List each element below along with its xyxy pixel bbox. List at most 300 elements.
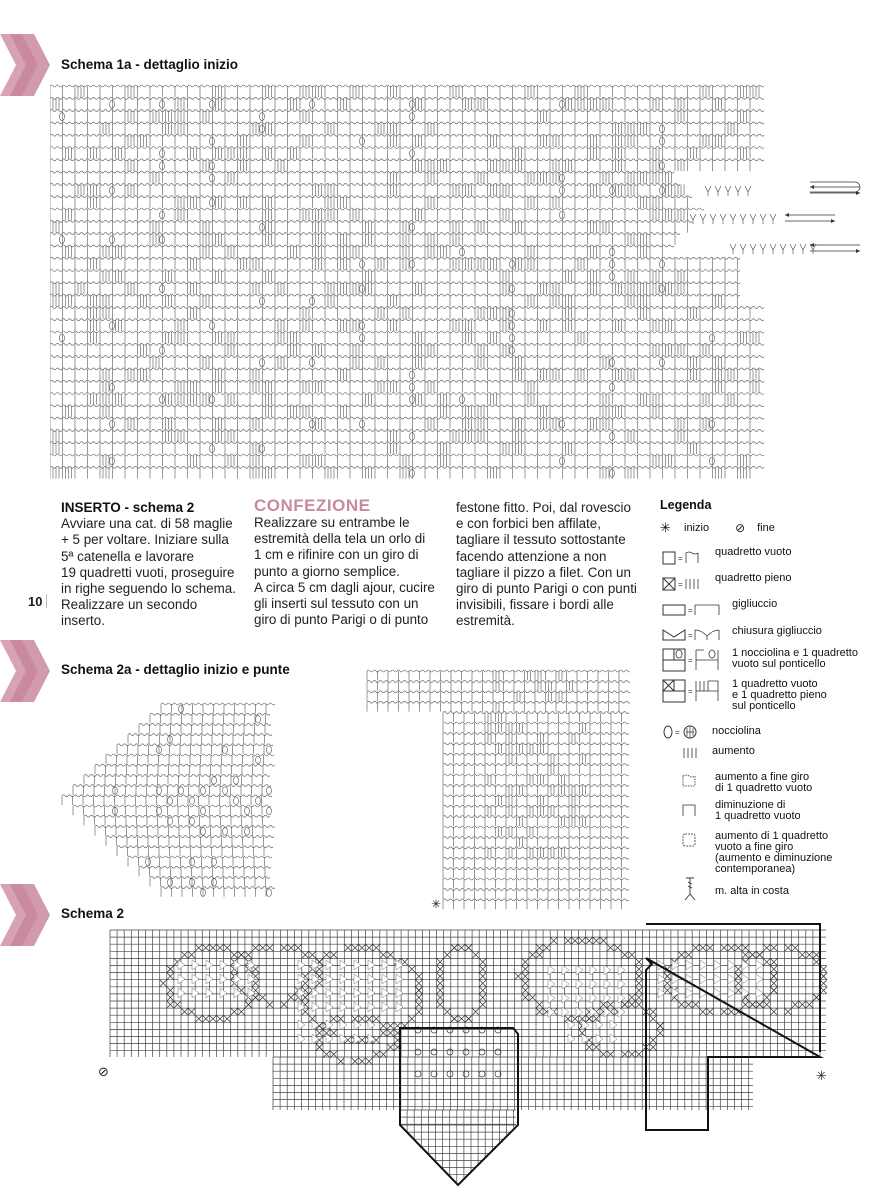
- post-row: [367, 671, 619, 680]
- chain-row: [50, 134, 764, 136]
- schema-2a-start-chart: [365, 665, 630, 910]
- crossed-square: [415, 973, 422, 980]
- chain-row: [150, 876, 270, 878]
- nocciolina-mark: [560, 100, 565, 108]
- nocciolina-mark: [179, 705, 184, 713]
- nocciolina-mark: [410, 113, 415, 121]
- chain-row: [50, 306, 764, 308]
- post-row: [443, 879, 622, 888]
- crossed-square: [763, 944, 770, 951]
- post-row: [443, 889, 622, 898]
- nocciolina-mark: [160, 150, 165, 158]
- crossed-square: [685, 1001, 692, 1008]
- svg-text:=: =: [688, 606, 693, 615]
- svg-text:=: =: [678, 554, 683, 563]
- post-row: [62, 796, 262, 805]
- nocciolina-mark: [210, 396, 215, 404]
- nocciolina-mark: [610, 186, 615, 194]
- crossed-square: [579, 937, 586, 944]
- crossed-square: [728, 1008, 735, 1015]
- post-row: [443, 848, 622, 857]
- legend-label: 1 nocciolina e 1 quadretto: [732, 647, 858, 659]
- start-asterisk-icon: ✳: [816, 1068, 827, 1083]
- crossed-square: [749, 1001, 756, 1008]
- post-row: [50, 332, 759, 343]
- nocciolina-dot: [415, 1071, 421, 1077]
- chain-row: [95, 764, 275, 766]
- nocciolina-mark: [210, 199, 215, 207]
- crossed-square: [259, 994, 266, 1001]
- crossed-square: [728, 944, 735, 951]
- chain-row: [50, 257, 740, 259]
- nocciolina-mark: [267, 889, 272, 897]
- crossed-square: [465, 1015, 472, 1022]
- crossed-square: [721, 1008, 728, 1015]
- nocciolina-mark: [610, 248, 615, 256]
- nocciolina-mark: [560, 174, 565, 182]
- chain-row: [443, 743, 629, 745]
- chain-row: [95, 825, 275, 827]
- svg-text:=: =: [675, 728, 680, 737]
- chevron-mark: [396, 960, 403, 970]
- crossed-square: [195, 944, 202, 951]
- crossed-square: [770, 944, 777, 951]
- crossed-square: [543, 944, 550, 951]
- nocciolina-mark: [160, 285, 165, 293]
- chevron-mark: [548, 965, 555, 975]
- increase-icon: [682, 746, 702, 760]
- post-row: [443, 765, 622, 774]
- crossed-square: [522, 980, 529, 987]
- crossed-square: [770, 980, 777, 987]
- crossed-square: [685, 951, 692, 958]
- nocciolina-mark: [210, 322, 215, 330]
- chevron-mark: [368, 974, 375, 984]
- chain-row: [50, 393, 764, 395]
- inserto-line: Avviare una cat. di 58 maglie: [61, 516, 233, 532]
- nocciolina-mark: [223, 746, 228, 754]
- crossed-square: [763, 994, 770, 1001]
- nocciolina-mark: [410, 383, 415, 391]
- crossed-square: [792, 1001, 799, 1008]
- chain-row: [161, 887, 275, 889]
- chain-row: [443, 836, 629, 838]
- chevron-mark: [728, 960, 735, 970]
- chain-row: [443, 816, 629, 818]
- crossed-square: [522, 958, 529, 965]
- chevron-mark: [548, 979, 555, 989]
- nocciolina-mark: [210, 445, 215, 453]
- crossed-square: [635, 980, 642, 987]
- schema-1a-title: Schema 1a - dettaglio inizio: [61, 57, 239, 72]
- chevron-mark: [248, 974, 255, 984]
- chevron-mark: [714, 974, 721, 984]
- crossed-square: [813, 958, 820, 965]
- chevron-mark: [326, 988, 333, 998]
- nocciolina-mark: [510, 260, 515, 268]
- crossed-square: [735, 944, 742, 951]
- post-row: [50, 258, 738, 269]
- crossed-square: [593, 937, 600, 944]
- post-row: [50, 381, 759, 392]
- crossed-square: [479, 958, 486, 965]
- chain-row: [443, 764, 629, 766]
- crossed-square: [181, 951, 188, 958]
- confezione-column: [254, 497, 444, 628]
- crossed-square: [387, 1044, 394, 1051]
- chevron-mark: [382, 974, 389, 984]
- post-row: [50, 172, 672, 183]
- legend-label: aumento a fine giro: [715, 771, 810, 783]
- chevron-mark: [312, 974, 319, 984]
- nocciolina-mark: [201, 787, 206, 795]
- crossed-square: [217, 1015, 224, 1022]
- post-row: [443, 858, 622, 867]
- crossed-square: [770, 958, 777, 965]
- post-row: [50, 221, 688, 232]
- crossed-square: [607, 1001, 614, 1008]
- nocciolina-mark: [212, 777, 217, 785]
- chain-row: [128, 734, 272, 736]
- chevron-mark: [326, 960, 333, 970]
- post-row: [367, 681, 619, 690]
- crossed-square: [820, 987, 827, 994]
- chain-row: [443, 753, 629, 755]
- post-row: [50, 320, 750, 331]
- section-chevron-icon: [0, 30, 52, 100]
- crossed-square: [479, 994, 486, 1001]
- schema-2-chart: [98, 920, 838, 1192]
- chevron-mark: [742, 974, 749, 984]
- chevron-mark: [340, 1002, 347, 1012]
- crossed-square: [522, 973, 529, 980]
- post-row: [50, 430, 750, 441]
- post-row: [50, 418, 750, 429]
- chevron-mark: [590, 993, 597, 1003]
- crossed-square: [472, 951, 479, 958]
- crossed-square: [657, 1029, 664, 1036]
- crossed-square: [437, 994, 444, 1001]
- confezione-line: facendo attenzione a non: [456, 548, 607, 564]
- nocciolina-mark: [267, 807, 272, 815]
- crossed-square: [529, 951, 536, 958]
- crossed-square: [706, 944, 713, 951]
- chevron-mark: [326, 1002, 333, 1012]
- crossed-square: [380, 951, 387, 958]
- chain-row: [443, 712, 629, 714]
- crossed-square: [373, 1015, 380, 1022]
- nocciolina-mark: [510, 285, 515, 293]
- post-row: [50, 160, 750, 171]
- chain-row: [50, 417, 764, 419]
- nocciolina-mark: [60, 113, 65, 121]
- chevron-mark: [368, 960, 375, 970]
- crossed-square: [167, 973, 174, 980]
- legend-label: di 1 quadretto vuoto: [715, 782, 813, 794]
- post-row: [443, 744, 622, 753]
- legend-label: contemporanea): [715, 863, 796, 875]
- crossed-square: [366, 944, 373, 951]
- crossed-square: [756, 1001, 763, 1008]
- chevron-mark: [178, 974, 185, 984]
- crossed-square: [437, 980, 444, 987]
- crossed-square: [252, 994, 259, 1001]
- chevron-mark: [354, 960, 361, 970]
- chevron-mark: [354, 988, 361, 998]
- crossed-square: [202, 944, 209, 951]
- confezione-line: invisibili, fissare i bordi alle: [456, 597, 614, 613]
- chain-row: [50, 380, 764, 382]
- nocciolina-mark: [660, 125, 665, 133]
- chain-row: [443, 774, 629, 776]
- crossed-square: [444, 1008, 451, 1015]
- chevron-mark: [700, 974, 707, 984]
- chevron-mark: [728, 974, 735, 984]
- crossed-square: [763, 958, 770, 965]
- crossed-square: [266, 1001, 273, 1008]
- inserto-line: in righe seguendo lo schema.: [61, 581, 236, 597]
- chevron-mark: [756, 960, 763, 970]
- legend: [660, 498, 884, 908]
- crossed-square: [529, 994, 536, 1001]
- post-row: [161, 704, 266, 713]
- crossed-square: [479, 973, 486, 980]
- crossed-square: [330, 951, 337, 958]
- crossed-square: [415, 987, 422, 994]
- nocciolina-mark: [160, 100, 165, 108]
- post-row: [84, 816, 263, 825]
- end-increase-icon: [680, 773, 700, 789]
- svg-text:=: =: [688, 656, 693, 665]
- nocciolina-mark: [160, 236, 165, 244]
- legend-label: aumento di 1 quadretto: [715, 830, 829, 842]
- chevron-mark: [368, 988, 375, 998]
- nocciolina-mark: [410, 150, 415, 158]
- nocciolina-mark: [256, 715, 261, 723]
- crossed-square: [302, 951, 309, 958]
- crossed-square: [614, 944, 621, 951]
- nocciolina-mark: [710, 334, 715, 342]
- svg-text:=: =: [678, 580, 683, 589]
- nocciolina-mark: [260, 297, 265, 305]
- chevron-mark: [756, 974, 763, 984]
- chevron-mark: [178, 988, 185, 998]
- post-row: [50, 406, 750, 417]
- crossed-square: [621, 1001, 628, 1008]
- post-row: [73, 786, 262, 795]
- post-row: [443, 806, 622, 815]
- crossed-square: [572, 1015, 579, 1022]
- crossed-square: [238, 1008, 245, 1015]
- chevron-mark: [382, 988, 389, 998]
- chevron-mark: [548, 993, 555, 1003]
- crossed-square: [259, 944, 266, 951]
- chain-row: [443, 795, 629, 797]
- crossed-square: [458, 1015, 465, 1022]
- nocciolina-mark: [710, 420, 715, 428]
- crossed-square: [650, 1015, 657, 1022]
- crossed-square: [692, 1001, 699, 1008]
- nocciolina-mark: [267, 746, 272, 754]
- nocciolina-mark: [110, 420, 115, 428]
- nocciolina-mark: [210, 162, 215, 170]
- post-row: [50, 357, 750, 368]
- crossed-square: [380, 1029, 387, 1036]
- chain-row: [117, 744, 273, 746]
- crossed-square: [479, 966, 486, 973]
- chain-row: [50, 331, 764, 333]
- inserto-line: inserto.: [61, 613, 105, 629]
- crossed-square: [735, 973, 742, 980]
- crossed-square: [209, 1015, 216, 1022]
- legend-label: chiusura gigliuccio: [732, 625, 822, 637]
- nocciolina-mark: [223, 787, 228, 795]
- confezione-line: Realizzare su entrambe le: [254, 515, 410, 530]
- chevron-mark: [312, 1002, 319, 1012]
- legend-label: e 1 quadretto pieno: [732, 689, 827, 701]
- nocciolina-mark: [360, 322, 365, 330]
- nocciolina-mark: [510, 346, 515, 354]
- nocciolina-mark: [60, 334, 65, 342]
- crossed-square: [167, 1001, 174, 1008]
- nocciolina-mark: [110, 186, 115, 194]
- crossed-square: [770, 966, 777, 973]
- svg-text:=: =: [688, 631, 693, 640]
- chain-row: [367, 670, 630, 672]
- empty-square-icon: [662, 550, 714, 566]
- chevron-mark: [312, 960, 319, 970]
- chevron-mark: [368, 1002, 375, 1012]
- post-row: [50, 111, 750, 122]
- nocciolina-mark: [610, 273, 615, 281]
- arrow-head: [785, 213, 835, 223]
- crossed-square: [792, 944, 799, 951]
- grid-block: [273, 1057, 753, 1110]
- legend-label: aumento: [712, 745, 755, 757]
- crossed-square: [351, 944, 358, 951]
- legend-label: inizio: [684, 522, 710, 534]
- post-row: [50, 246, 663, 257]
- chevron-mark: [714, 960, 721, 970]
- crossed-square: [735, 980, 742, 987]
- chain-row: [50, 405, 764, 407]
- crossed-square: [635, 966, 642, 973]
- slashed-circle-icon: ⊘: [735, 521, 746, 535]
- crossed-square: [515, 973, 522, 980]
- chain-row: [139, 866, 271, 868]
- confezione-line: tagliare il pizzo a filet. Con un: [456, 564, 631, 580]
- crossed-square: [770, 987, 777, 994]
- nocciolina-mark: [60, 236, 65, 244]
- chevron-mark: [354, 1002, 361, 1012]
- chain-row: [367, 691, 630, 693]
- confezione-line: gli inserti sul tessuto con un: [254, 596, 419, 612]
- crossed-square: [607, 944, 614, 951]
- schema-2-title: Schema 2: [61, 906, 125, 921]
- chain-row: [50, 147, 764, 149]
- post-row: [50, 369, 759, 380]
- nocciolina-mark: [660, 186, 665, 194]
- crossed-square: [522, 966, 529, 973]
- nocciolina-mark: [360, 137, 365, 145]
- confezione-line: punto a giorno semplice.: [254, 563, 400, 579]
- chain-row: [367, 701, 630, 703]
- crossed-square: [167, 994, 174, 1001]
- chevron-mark: [562, 965, 569, 975]
- nocciolina-mark: [460, 248, 465, 256]
- post-row: [443, 817, 622, 826]
- crossed-square: [195, 1015, 202, 1022]
- crossed-square: [586, 1044, 593, 1051]
- legend-label: 1 quadretto vuoto: [715, 810, 801, 822]
- chevron-mark: [382, 1002, 389, 1012]
- crossed-square: [209, 944, 216, 951]
- post-row: [50, 86, 759, 97]
- post-row: [128, 735, 265, 744]
- post-row: [50, 455, 750, 466]
- post-row: [50, 283, 738, 294]
- crossed-square: [160, 980, 167, 987]
- chain-row: [50, 208, 704, 210]
- post-row: [73, 806, 262, 815]
- nocciolina-mark: [245, 807, 250, 815]
- post-row: [106, 755, 264, 764]
- crossed-square: [224, 1015, 231, 1022]
- post-row: [50, 184, 684, 195]
- crossed-square: [600, 937, 607, 944]
- chain-row: [84, 815, 270, 817]
- chevron-mark: [382, 960, 389, 970]
- crossed-square: [231, 951, 238, 958]
- crossed-square: [238, 951, 245, 958]
- confezione-line: A circa 5 cm dagli ajour, cucire: [254, 579, 435, 595]
- crossed-square: [536, 1001, 543, 1008]
- chain-row: [139, 723, 271, 725]
- nocciolina-mark: [660, 137, 665, 145]
- crossed-square: [564, 937, 571, 944]
- post-row: [161, 888, 266, 897]
- crossed-square: [295, 944, 302, 951]
- crossed-square: [252, 980, 259, 987]
- nocciolina-dot: [447, 1049, 453, 1055]
- crossed-bridge-icon: [662, 679, 724, 705]
- confezione-continued-column: [456, 500, 651, 630]
- nocciolina-mark: [110, 236, 115, 244]
- chevron-mark: [610, 1020, 617, 1030]
- crossed-square: [721, 944, 728, 951]
- chevron-mark: [590, 965, 597, 975]
- chain-row: [443, 847, 629, 849]
- nocciolina-mark: [560, 211, 565, 219]
- crossed-square: [387, 1029, 394, 1036]
- post-row: [50, 209, 688, 220]
- nocciolina-dot: [415, 1049, 421, 1055]
- nocciolina-icon: [662, 724, 706, 740]
- crossed-square: [813, 951, 820, 958]
- crossed-square: [536, 951, 543, 958]
- chain-row: [50, 245, 674, 247]
- crossed-square: [174, 1001, 181, 1008]
- nocciolina-mark: [410, 469, 415, 477]
- crossed-square: [437, 966, 444, 973]
- chain-row: [367, 680, 630, 682]
- post-row: [95, 826, 263, 835]
- chain-row: [443, 784, 629, 786]
- nocciolina-mark: [360, 285, 365, 293]
- post-row: [443, 900, 622, 909]
- nocciolina-mark: [256, 797, 261, 805]
- direction-arrow: [810, 245, 860, 251]
